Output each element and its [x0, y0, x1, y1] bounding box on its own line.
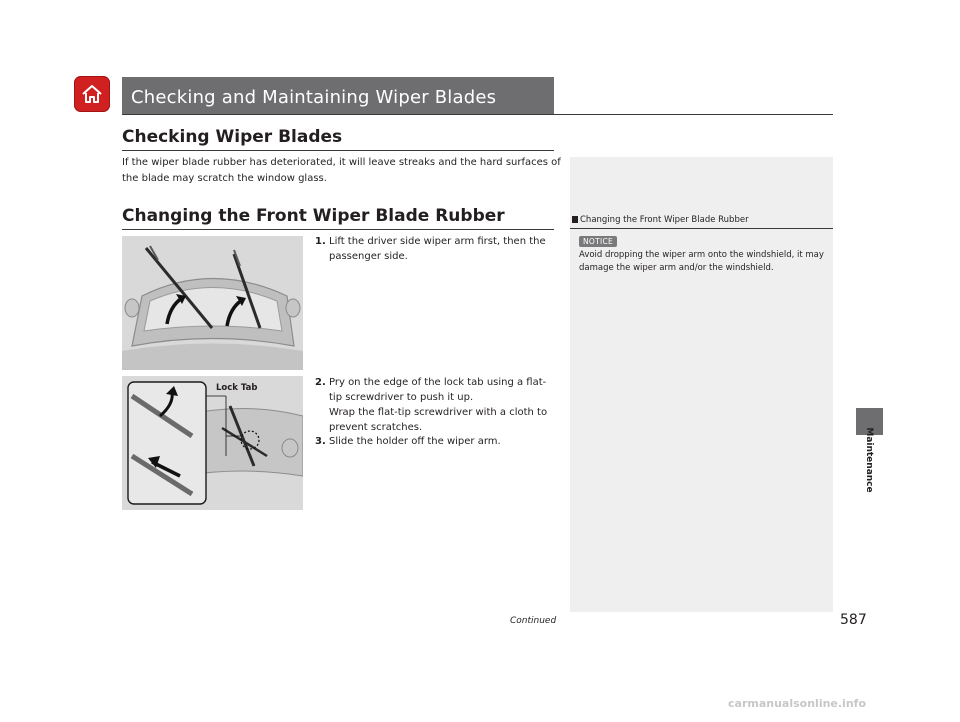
- step-text: Slide the holder off the wiper arm.: [329, 436, 501, 447]
- figure-lift-wiper-arms: [122, 236, 303, 370]
- watermark: carmanualsonline.info: [728, 697, 866, 710]
- page-title: Checking and Maintaining Wiper Blades: [131, 87, 497, 108]
- step-number: 1.: [315, 236, 326, 247]
- section-heading-checking: Checking Wiper Blades: [122, 127, 343, 147]
- sidebar-panel: [570, 157, 833, 612]
- section-body-checking: If the wiper blade rubber has deteriorated, it will leave streaks and the hard surfaces of the blade may scratch the window glass.: [122, 157, 561, 184]
- page-number: 587: [840, 612, 867, 628]
- continued-label: Continued: [510, 616, 557, 626]
- title-rule: [122, 114, 833, 115]
- figure-lift-wiper-arms-art: [122, 236, 303, 370]
- step-2: [315, 375, 555, 435]
- sidebar-rule: [570, 228, 833, 229]
- step-text: Lift the driver side wiper arm first, then the passenger side.: [329, 236, 546, 262]
- home-icon: [80, 82, 104, 106]
- step-number: 3.: [315, 436, 326, 447]
- step-1: [315, 234, 555, 264]
- step-extra: Wrap the flat-tip screwdriver with a cloth to prevent scratches.: [329, 407, 548, 433]
- step-3: [315, 434, 555, 449]
- section-rule: [122, 150, 554, 151]
- notice-badge: NOTICE: [579, 236, 617, 247]
- step-text: Pry on the edge of the lock tab using a flat-tip screwdriver to push it up.: [329, 377, 547, 403]
- section-heading-changing: Changing the Front Wiper Blade Rubber: [122, 206, 505, 226]
- step-number: 2.: [315, 377, 326, 388]
- sidebar-heading: [572, 215, 749, 225]
- figure-lock-tab-art: [122, 376, 303, 510]
- figure-lock-tab: [122, 376, 303, 510]
- notice-text: Avoid dropping the wiper arm onto the windshield, it may damage the wiper arm and/or the windshield.: [579, 250, 824, 273]
- home-button[interactable]: [74, 76, 110, 112]
- chapter-tab-label: Maintenance: [864, 427, 874, 493]
- section-rule: [122, 229, 554, 230]
- lock-tab-label: Lock Tab: [216, 383, 258, 393]
- reference-marker-icon: [572, 216, 578, 223]
- sidebar-heading-text: Changing the Front Wiper Blade Rubber: [580, 215, 749, 225]
